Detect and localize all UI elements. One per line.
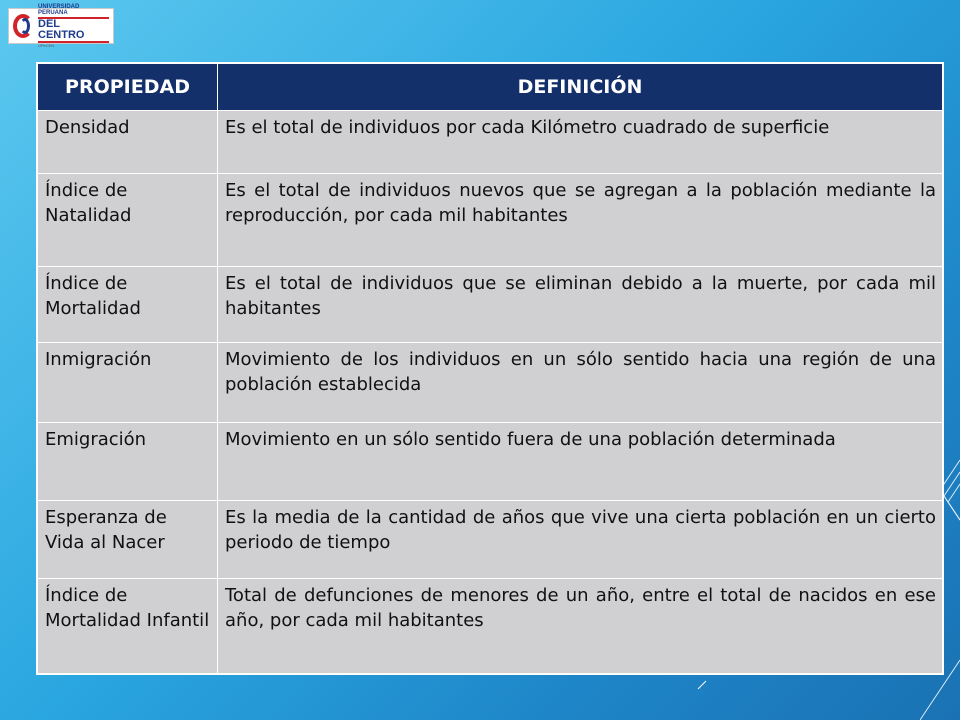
logo-line-2: DEL CENTRO [38, 17, 109, 43]
definition-cell: Movimiento en un sólo sentido fuera de una población determinada [218, 423, 943, 501]
definition-cell: Total de defunciones de menores de un año, entre el total de nacidos en ese año, por cada mil habitantes [218, 579, 943, 674]
property-cell: Esperanza de Vida al Nacer [38, 501, 218, 579]
definition-cell: Es el total de individuos que se eliminan debido a la muerte, por cada mil habitantes [218, 267, 943, 343]
property-cell: Inmigración [38, 343, 218, 423]
decorative-tick [697, 680, 707, 690]
definition-cell: Es el total de individuos por cada Kilómetro cuadrado de superficie [218, 111, 943, 174]
table-row [38, 343, 943, 423]
logo-line-1: UNIVERSIDAD PERUANA [38, 4, 80, 16]
property-cell: Índice de Mortalidad [38, 267, 218, 343]
table-row [38, 579, 943, 674]
table-row [38, 174, 943, 267]
header-property: PROPIEDAD [38, 64, 218, 111]
university-logo [8, 4, 114, 48]
population-properties-table [37, 63, 943, 674]
header-definition: DEFINICIÓN [218, 64, 943, 111]
table-row [38, 267, 943, 343]
property-cell: Emigración [38, 423, 218, 501]
property-cell: Índice de Natalidad [38, 174, 218, 267]
logo-text [38, 4, 109, 48]
table-row [38, 111, 943, 174]
definition-cell: Es el total de individuos nuevos que se agregan a la población mediante la reproducción, por cada mil habitantes [218, 174, 943, 267]
property-cell: Índice de Mortalidad Infantil [38, 579, 218, 674]
table-header-row [38, 64, 943, 111]
property-cell: Densidad [38, 111, 218, 174]
table-row [38, 423, 943, 501]
table-row [38, 501, 943, 579]
definition-cell: Movimiento de los individuos en un sólo sentido hacia una región de una población establecida [218, 343, 943, 423]
definition-cell: Es la media de la cantidad de años que vive una cierta población en un cierto periodo de tiempo [218, 501, 943, 579]
logo-line-3: UPeCEN [38, 43, 55, 48]
university-emblem-icon [13, 12, 35, 40]
